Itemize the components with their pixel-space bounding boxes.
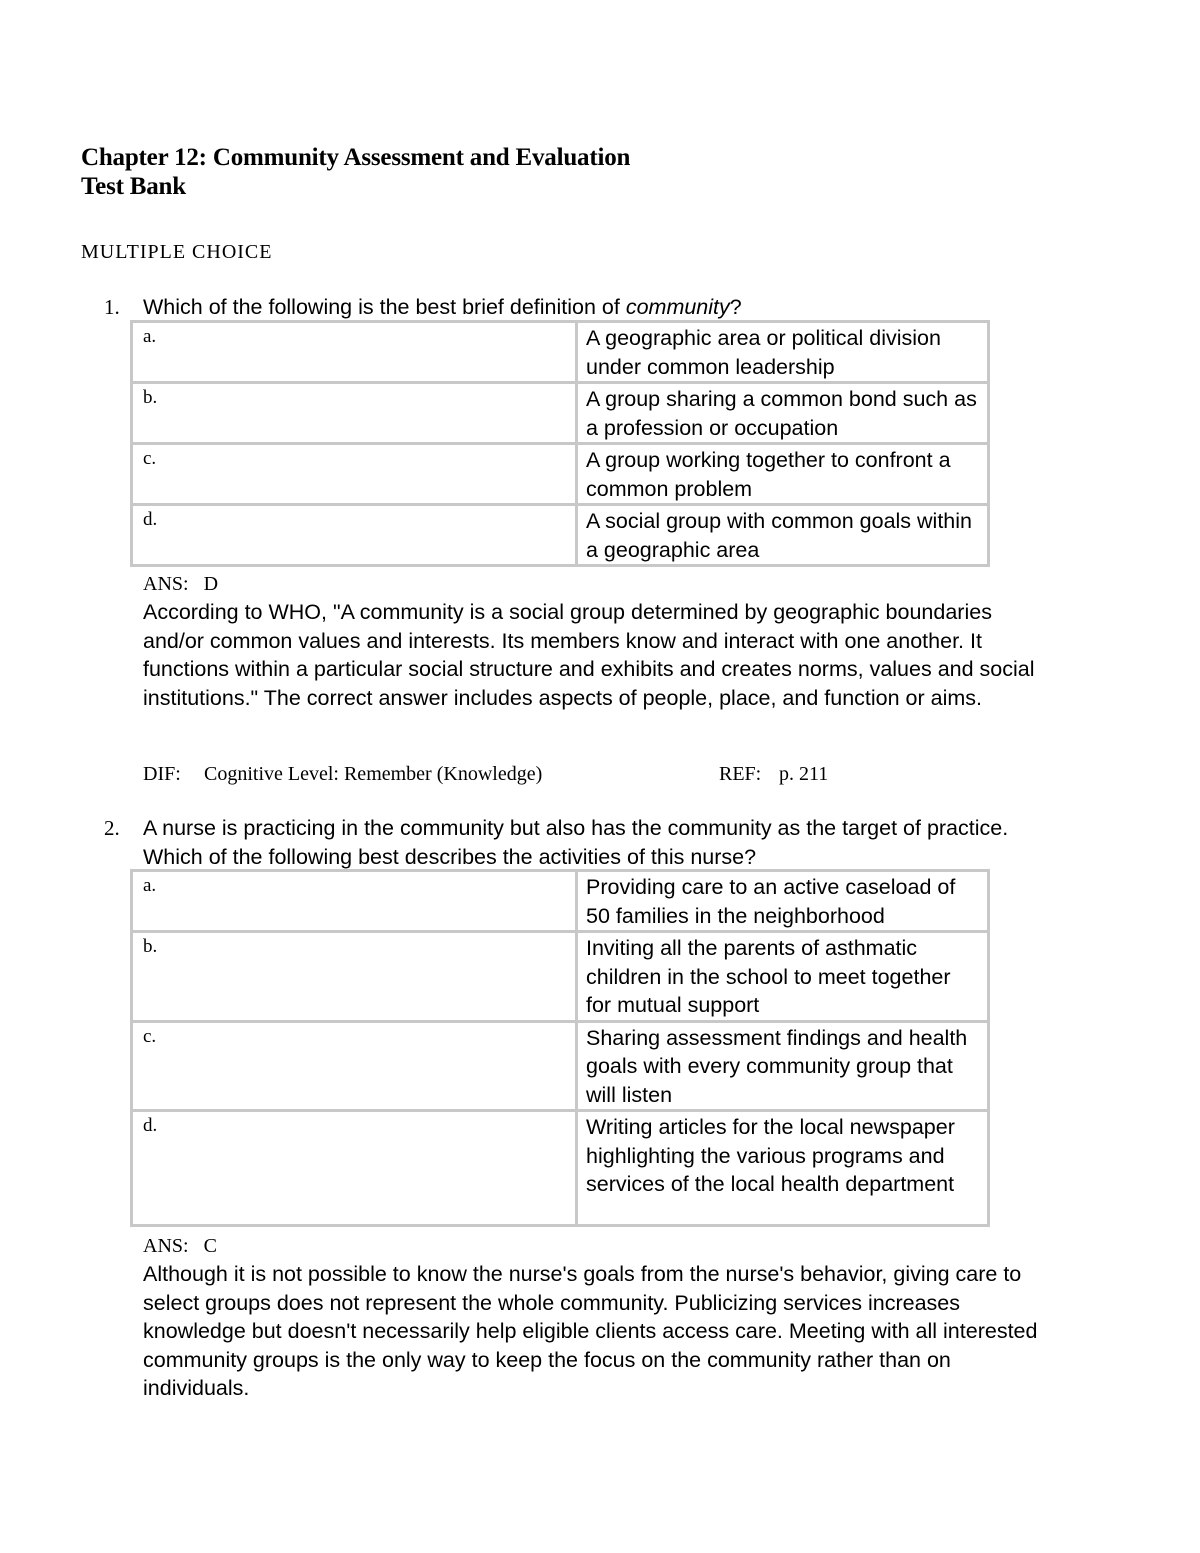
choices-table (130, 869, 990, 1227)
answer-rationale: According to WHO, "A community is a social group determined by geographic boundaries and/or common values and interests. Its members know and interact with one another. It functions within a particular social structure and exhibits and creates norms, values and social institutions." The correct answer includes aspects of people, place, and function or aims. (143, 600, 1035, 710)
choice-text: A group sharing a common bond such as a profession or occupation (577, 383, 989, 444)
answer-rationale: Although it is not possible to know the nurse's goals from the nurse's behavior, giving care to select groups does not represent the whole community. Publicizing services increases knowledge but doesn't necessarily help eligible clients access care. Meeting with all interested community groups is the only way to keep the focus on the community rather than on individuals. (143, 1262, 1038, 1400)
question-number: 1. (104, 295, 120, 319)
choice-letter: c. (132, 1021, 577, 1111)
choice-letter: d. (132, 1111, 577, 1226)
choice-letter: d. (132, 505, 577, 566)
choice-letter: a. (132, 871, 577, 932)
answer-key: ANS: C (143, 1235, 217, 1257)
choice-row (132, 871, 989, 932)
choice-text: A group working together to confront a common problem (577, 444, 989, 505)
choice-text: Providing care to an active caseload of 50 families in the neighborhood (577, 871, 989, 932)
question-stem-emphasis: community (625, 295, 730, 319)
choice-letter: b. (132, 932, 577, 1022)
choice-row (132, 1021, 989, 1111)
answer-key: ANS: D (143, 573, 219, 595)
choice-text: Writing articles for the local newspaper highlighting the various programs and services of the local health department (577, 1111, 989, 1226)
choice-row (132, 1111, 989, 1226)
choice-row (132, 444, 989, 505)
reference-label: REF: (719, 763, 762, 785)
choice-row (132, 322, 989, 383)
question-stem-end: ? (729, 295, 742, 319)
choice-letter: a. (132, 322, 577, 383)
choice-text: Inviting all the parents of asthmatic children in the school to meet together for mutual support (577, 932, 989, 1022)
choice-letter: b. (132, 383, 577, 444)
section-heading: MULTIPLE CHOICE (81, 241, 273, 263)
question-stem (143, 293, 1023, 322)
choice-text: A geographic area or political division under common leadership (577, 322, 989, 383)
difficulty-label: DIF: (143, 763, 181, 785)
difficulty-value: Cognitive Level: Remember (Knowledge) (204, 763, 543, 785)
choice-text: Sharing assessment findings and health goals with every community group that will listen (577, 1021, 989, 1111)
choice-row (132, 383, 989, 444)
document-subtitle: Test Bank (81, 173, 186, 200)
question-number: 2. (104, 816, 120, 840)
choices-table (130, 320, 990, 567)
question-stem: A nurse is practicing in the community but also has the community as the target of practice. Which of the following best describes the activities of this nurse? (143, 816, 1009, 869)
choice-row (132, 932, 989, 1022)
choice-letter: c. (132, 444, 577, 505)
reference-value: p. 211 (779, 763, 829, 785)
choice-text: A social group with common goals within a geographic area (577, 505, 989, 566)
choice-row (132, 505, 989, 566)
question-stem-text: Which of the following is the best brief definition of (143, 295, 626, 319)
chapter-title: Chapter 12: Community Assessment and Evaluation (81, 144, 631, 171)
